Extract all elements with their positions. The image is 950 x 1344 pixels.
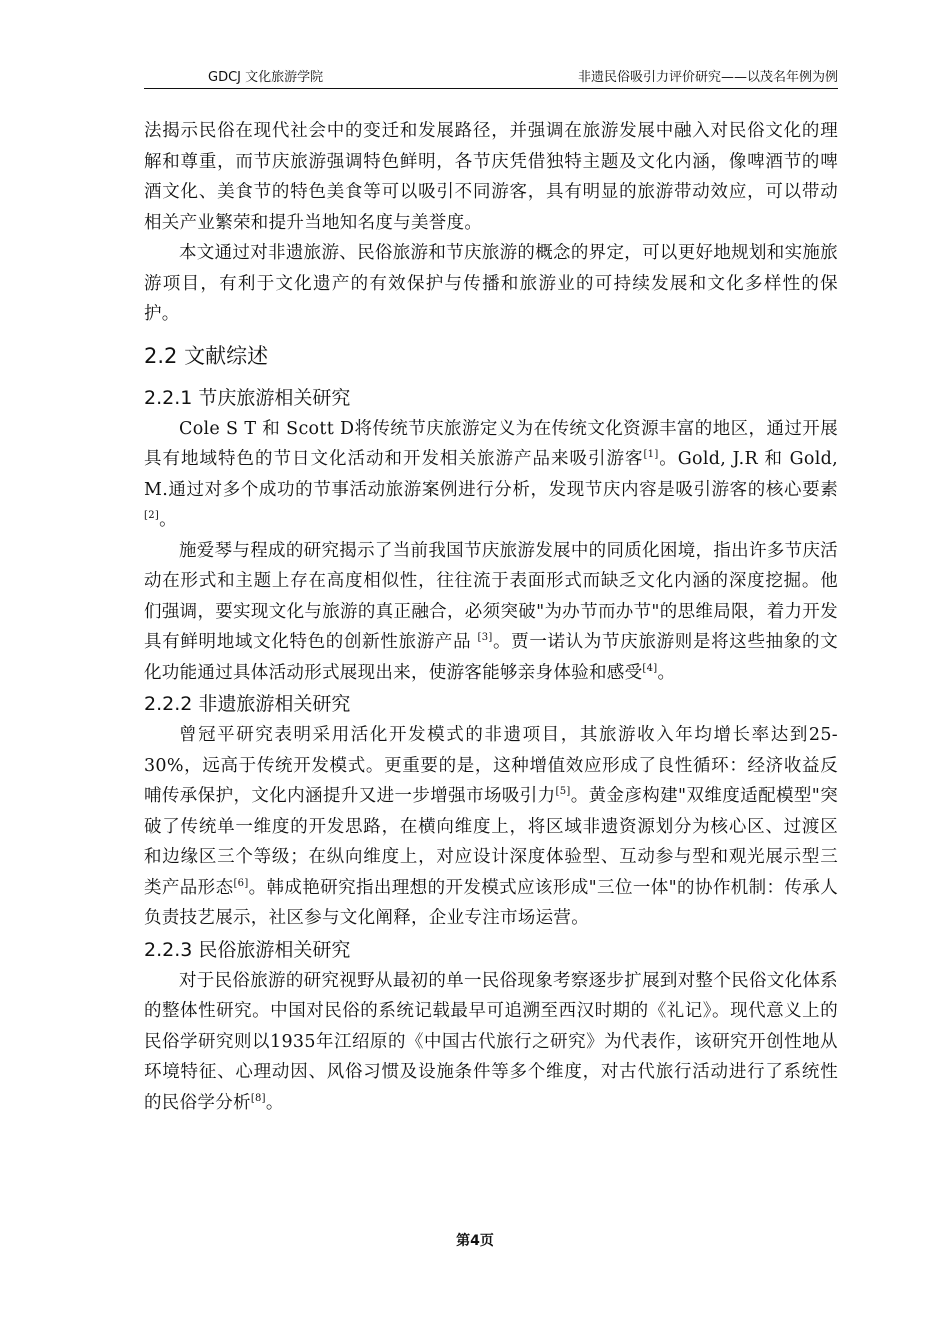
section-title-literature-review: 2.2 文献综述 <box>144 343 269 368</box>
paragraph-summary: 本文通过对非遗旅游、民俗旅游和节庆旅游的概念的界定，可以更好地规划和实施旅游项目，有利于文化遗产的有效保护与传播和旅游业的可持续发展和文化多样性的保护。 <box>144 243 838 324</box>
text-run: 。 <box>657 662 676 683</box>
subsection-title-folk-tourism: 2.2.3 民俗旅游相关研究 <box>144 938 351 961</box>
text-run: 。 <box>265 1092 284 1113</box>
page-number: 第4页 <box>456 1233 494 1249</box>
text-run: Cole S T 和 Scott D将传统节庆旅游定义为在传统文化资源丰富的地区，通过开展具有地域特色的节日文化活动和开发相关旅游产品来吸引游客 <box>144 418 838 469</box>
paragraph-festival-1 <box>144 414 838 536</box>
document-body <box>144 116 838 1118</box>
citation-5: [5] <box>555 786 571 797</box>
citation-4: [4] <box>642 662 658 674</box>
paragraph-heritage-1 <box>144 720 838 934</box>
text-run: 。韩成艳研究指出理想的开发模式应该形成"三位一体"的协作机制：传承人负责技艺展示，社区参与文化阐释，企业专注市场运营。 <box>144 877 839 928</box>
page-header <box>144 64 838 89</box>
text-run: 。 <box>159 510 177 530</box>
text-run: 。贾一诺认为节庆旅游则是将这些抽象的文化功能通过具体活动形式展现出来，使游客能够亲身体验和感受 <box>144 632 839 683</box>
paragraph-continued: 法揭示民俗在现代社会中的变迁和发展路径，并强调在旅游发展中融入对民俗文化的理解和尊重，而节庆旅游强调特色鲜明，各节庆凭借独特主题及文化内涵，像啤酒节的啤酒文化、美食节的特色美食等可以吸引不同游客，具有明显的旅游带动效应，可以带动相关产业繁荣和提升当地知名度与美誉度。 <box>144 121 838 233</box>
header-school-name: GDCJ 文化旅游学院 <box>208 70 324 85</box>
text-run: 对于民俗旅游的研究视野从最初的单一民俗现象考察逐步扩展到对整个民俗文化体系的整体性研究。中国对民俗的系统记载最早可追溯至西汉时期的《礼记》。现代意义上的民俗学研究则以1935年江绍原的《中国古代旅行之研究》为代表作，该研究开创性地从环境特征、心理动因、风俗习惯及设施条件等多个维度，对古代旅行活动进行了系统性的民俗学分析 <box>144 970 838 1113</box>
citation-6: [6] <box>233 877 249 889</box>
citation-3: [3] <box>477 632 493 643</box>
citation-2: [2] <box>144 510 160 521</box>
paragraph-folk-1 <box>144 966 838 1119</box>
text-run: 。黄金彦构建"双维度适配模型"突破了传统单一维度的开发思路，在横向维度上，将区域非遗资源划分为核心区、过渡区和边缘区三个等级；在纵向维度上，对应设计深度体验型、互动参与型和观光展示型三类产品形态 <box>144 786 838 898</box>
citation-8: [8] <box>250 1092 266 1104</box>
paragraph-festival-2 <box>144 536 838 689</box>
header-thesis-title: 非遗民俗吸引力评价研究——以茂名年例为例 <box>577 70 838 85</box>
text-run: 曾冠平研究表明采用活化开发模式的非遗项目，其旅游收入年均增长率达到25-30%，远高于传统开发模式。更重要的是，这种增值效应形成了良性循环：经济收益反哺传承保护，文化内涵提升又进一步增强市场吸引力 <box>144 725 838 806</box>
subsection-title-festival-tourism: 2.2.1 节庆旅游相关研究 <box>144 386 351 409</box>
text-run: 。Gold, J.R 和 Gold, M.通过对多个成功的节事活动旅游案例进行分析，发现节庆内容是吸引游客的核心要素 <box>144 449 838 500</box>
citation-1: [1] <box>643 449 659 460</box>
text-run: 施爱琴与程成的研究揭示了当前我国节庆旅游发展中的同质化困境，指出许多节庆活动在形式和主题上存在高度相似性，往往流于表面形式而缺乏文化内涵的深度挖掘。他们强调，要实现文化与旅游的真正融合，必须突破"为办节而办节"的思维局限，着力开发具有鲜明地域文化特色的创新性旅游产品 <box>144 540 838 652</box>
subsection-title-heritage-tourism: 2.2.2 非遗旅游相关研究 <box>144 693 351 715</box>
